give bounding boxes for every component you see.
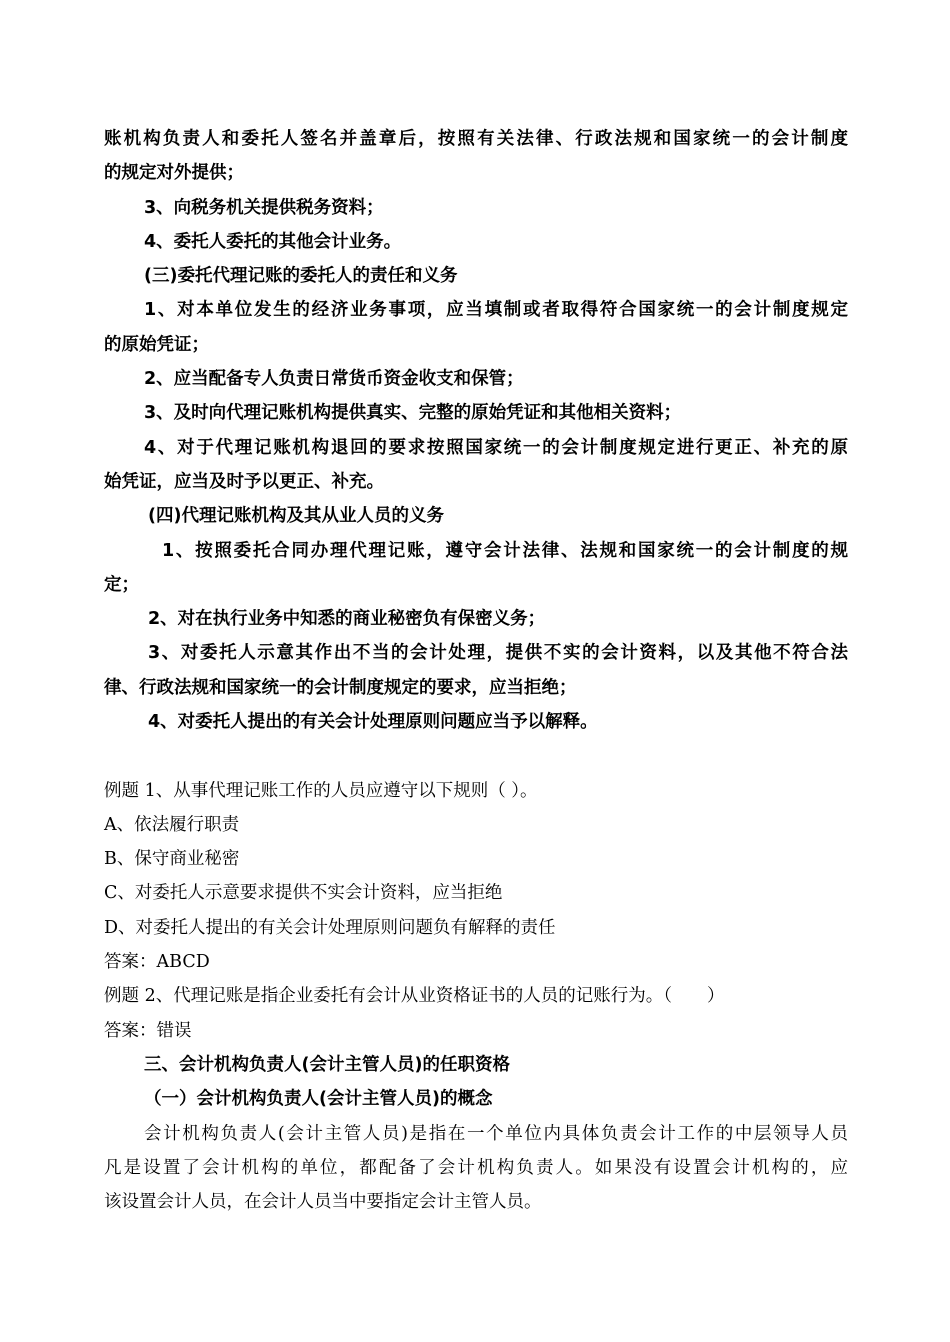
- answer-option: A、依法履行职责: [104, 815, 240, 835]
- subsection-heading: （一）会计机构负责人(会计主管人员)的概念: [144, 1089, 493, 1109]
- list-item: 4、对委托人提出的有关会计处理原则问题应当予以解释。: [148, 712, 598, 732]
- list-item: 3、对委托人示意其作出不当的会计处理，提供不实的会计资料，以及其他不符合法: [148, 643, 848, 663]
- list-item: 2、对在执行业务中知悉的商业秘密负有保密义务；: [148, 609, 546, 629]
- text-line: 的原始凭证；: [104, 335, 209, 355]
- text-line: 定；: [104, 575, 139, 595]
- list-item: 2、应当配备专人负责日常货币资金收支和保管；: [144, 369, 524, 389]
- paragraph-line: 会计机构负责人(会计主管人员)是指在一个单位内具体负责会计工作的中层领导人员: [144, 1124, 848, 1144]
- list-item: 1、对本单位发生的经济业务事项，应当填制或者取得符合国家统一的会计制度规定: [144, 300, 848, 320]
- text-line: 始凭证，应当及时予以更正、补充。: [104, 472, 384, 492]
- text-line: 的规定对外提供；: [104, 163, 244, 183]
- answer-option: C、对委托人示意要求提供不实会计资料，应当拒绝: [104, 883, 503, 903]
- paragraph-line: 凡是设置了会计机构的单位，都配备了会计机构负责人。如果没有设置会计机构的，应: [104, 1158, 848, 1178]
- list-item: 4、委托人委托的其他会计业务。: [144, 232, 402, 252]
- example-question: 例题 1、从事代理记账工作的人员应遵守以下规则（ ）。: [104, 781, 538, 801]
- answer: 答案：ABCD: [104, 952, 210, 972]
- list-item: 3、向税务机关提供税务资料；: [144, 198, 384, 218]
- text-line: 律、行政法规和国家统一的会计制度规定的要求，应当拒绝；: [104, 678, 577, 698]
- list-item: 3、及时向代理记账机构提供真实、完整的原始凭证和其他相关资料；: [144, 403, 682, 423]
- answer-option: D、对委托人提出的有关会计处理原则问题负有解释的责任: [104, 918, 556, 938]
- section-heading: 三、会计机构负责人(会计主管人员)的任职资格: [144, 1055, 510, 1075]
- answer-option: B、保守商业秘密: [104, 849, 240, 869]
- section-heading: (三)委托代理记账的委托人的责任和义务: [144, 266, 458, 286]
- section-heading: (四)代理记账机构及其从业人员的义务: [148, 506, 444, 526]
- text-line: 账机构负责人和委托人签名并盖章后，按照有关法律、行政法规和国家统一的会计制度: [104, 129, 848, 149]
- example-question: 例题 2、代理记账是指企业委托有会计从业资格证书的人员的记账行为。（ ）: [104, 986, 725, 1006]
- answer: 答案：错误: [104, 1021, 192, 1041]
- list-item: 1、按照委托合同办理代理记账，遵守会计法律、法规和国家统一的会计制度的规: [162, 541, 848, 561]
- list-item: 4、对于代理记账机构退回的要求按照国家统一的会计制度规定进行更正、补充的原: [144, 438, 848, 458]
- paragraph-line: 该设置会计人员，在会计人员当中要指定会计主管人员。: [104, 1192, 542, 1212]
